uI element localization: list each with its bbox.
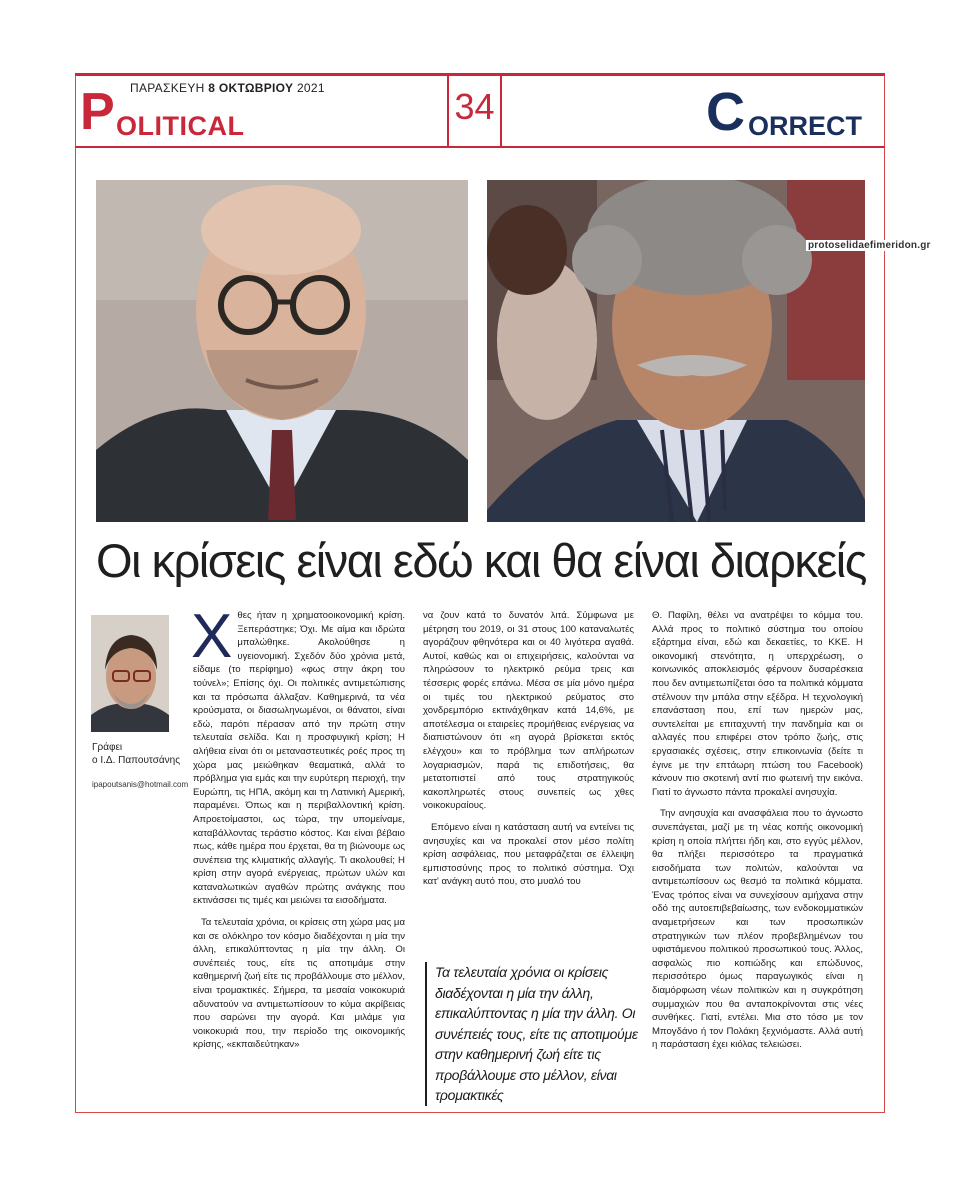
article-column-3 xyxy=(652,609,863,1060)
author-byline xyxy=(92,741,180,767)
author-label: Γράφει xyxy=(92,742,123,753)
article-headline: Οι κρίσεις είναι εδώ και θα είναι διαρκείς xyxy=(96,534,866,587)
issue-date: ΠΑΡΑΣΚΕΥΗ 8 ΟΚΤΩΒΡΙΟΥ 2021 xyxy=(130,81,325,95)
paragraph: Την ανησυχία και ανασφάλεια που το άγνωστο συνεπάγεται, μαζί με τη νέας κοπής οικονομική κρίση η οποία πλήττει ήδη και, στο εγγύς μέλλον, θα πλήξει περισσότερο τα πραγματικά εισοδήματα των πολιτών, καλούνται να αντιμετωπίσουν ως θεσμό τα πολιτικά κόμματα. Ένας τρόπος είναι να συνεχίσουν αμήχανα στην οδό της αυτοεπιβεβαίωσης, των ενδοκομματικών αναμετρήσεων και των προσωπικών στρατηγικών των πλέον προβεβλημένων του υφιστάμενου πολιτικού προσωπικού τους. Άλλος, ασφαλώς πιο κοπιώδης και επώδυνος, περισσότερο όμως παραγωγικός είναι η διαμόρφωση νέων πολιτικών και η συγκρότηση συμμαχιών που θα ανταποκρίνονται στις νέες συνθήκες. Γιατί, εντέλει. Μια στο τόσο με τον Μπογδάνο ή τον Πολάκη ξεχνιόμαστε. Αλλά αυτή η παράσταση έχει κιόλας τελειώσει. xyxy=(652,808,863,1051)
political-logo-initial: P xyxy=(80,83,115,141)
correct-logo-initial: C xyxy=(706,82,745,142)
portrait-bald-man-glasses xyxy=(96,180,468,522)
author-name: ο Ι.Δ. Παπουτσάνης xyxy=(92,755,181,766)
article-column-1 xyxy=(191,602,405,1060)
paragraph: Χθες ήταν η χρηματοοικονομική κρίση. Ξεπεράστηκε; Όχι. Με αίμα και ιδρώτα μπαλώθηκε. Ακολούθησε η υγειονομική. Σχεδόν δύο χρόνια μετά, είδαμε (το περίφημο) «φως στην άκρη του τούνελ»; Επίσης όχι. Οι πολιτικές αντιμετώπισης και τα πρόσωπα άλλαξαν. Καθημερινά, τα νέα κρούσματα, οι διασωληνωμένοι, οι θάνατοι, είναι εδώ, παρότι πέρασαν από την πρώτη στην τελευταία σελίδα. Και η προσφυγική κρίση; Η αλήθεια είναι ότι οι μεταναστευτικές ροές προς τη χώρα μας μειώθηκαν θεαματικά, αλλά το πρόβλημα για εμάς και την ευρύτερη περιοχή, την Ευρώπη, τις ΗΠΑ, ακόμη και τη Λατινική Αμερική, παραμένει. Όπως και η περιβαλλοντική κρίση. Απροετοίμαστοι, ως τώρα, την υπομείναμε, καταβάλλοντας τεράστιο κόστος. Και είναι βέβαιο πως, κάθε ημέρα που έρχεται, θα τη βιώνουμε ως συνέπεια της κλιματικής αλλαγής. Τι ακολουθεί; Η κρίση στην αγορά ενέργειας, πρώτων υλών και καταναλωτικών αγαθών πρώτης ανάγκης που εκτινάσσει τις τιμές και μειώνει τα εισοδήματα. xyxy=(191,602,405,907)
header-rule xyxy=(75,146,885,148)
drop-cap: Χ xyxy=(191,602,233,671)
paragraph: Επόμενο είναι η κατάσταση αυτή να εντείνει τις ανησυχίες και να προκαλεί στον μέσο πολίτη κρίση ασφάλειας, που μεταφράζεται σε έλλειψη εμπιστοσύνης προς το πολιτικό σύστημα. Όχι κατ' ανάγκη αυτό που, στο μυαλό του xyxy=(423,821,634,888)
correct-logo-rest: ORRECT xyxy=(748,111,862,141)
paragraph: Θ. Παφίλη, θέλει να ανατρέψει το κόμμα του. Αλλά προς το πολιτικό σύστημα του οποίου εξάρτημα είναι, εδώ και δεκαετίες, το ΚΚΕ. Η οικονομική στενότητα, η υπερχρέωση, ο κοινωνικός αποκλεισμός φέρνουν δυσαρέσκεια που δεν αντιμετωπίζεται όσο τα πολιτικά κόμματα στέλνουν την μπάλα στην εξέδρα. Η τεχνολογική επανάσταση που, επί των ημερών μας, συντελείται με επιταχυντή την πανδημία και οι αλλαγές που επιφέρει στον τρόπο ζωής, στις εργασιακές σχέσεις, στην επικοινωνία (δείτε τι έγινε με την επτάωρη πτώση του Facebook) κάνουν πιο σκοτεινή αντί πιο φωτεινή την εικόνα. Γιατί το άγνωστο πάντα προκαλεί ανησυχία. xyxy=(652,610,863,798)
page-number-box xyxy=(447,74,502,146)
politician-photo-left xyxy=(96,180,468,522)
paragraph: Τα τελευταία χρόνια, οι κρίσεις στη χώρα μας μα και σε ολόκληρο τον κόσμο διαδέχονται η μία την άλλη, επικαλύπτοντας η μία την άλλη. Οι συνέπειές τους, είτε τις αποτιμάμε στην καθημερινή ζωή είτε τις προβάλλουμε στο μέλλον, είναι τρομακτικές. Σήμερα, τα μεσαία νοικοκυριά αδυνατούν να αντιμετωπίσουν το κύμα ακρίβειας που σαρώνει την αγορά. Και μιλάμε για νοικοκυριά που, την περίοδο της οικονομικής κρίσης, «εκπαιδεύτηκαν» xyxy=(193,917,405,1051)
watermark-source: protoselidaefimeridon.gr xyxy=(808,240,931,251)
politician-photo-right xyxy=(487,180,865,522)
article-column-2 xyxy=(423,609,634,897)
correct-logo xyxy=(706,82,886,142)
author-email: ipapoutsanis@hotmail.com xyxy=(92,780,189,789)
author-portrait xyxy=(91,615,169,732)
author-photo xyxy=(91,615,169,732)
portrait-curly-hair-man xyxy=(487,180,865,522)
pull-quote: Τα τελευταία χρόνια οι κρίσεις διαδέχονται η μία την άλλη, επικαλύπτοντας η μία την άλλη. Οι συνέπειές τους, είτε τις αποτιμούμε στην καθημερινή ζωή είτε τις προβάλλουμε στο μέλλον, είναι τρομακτικές xyxy=(425,962,642,1106)
paragraph: να ζουν κατά το δυνατόν λιτά. Σύμφωνα με μέτρηση του 2019, οι 31 στους 100 καταναλωτές αγοράζουν φθηνότερα και οι 40 λιγότερα αγαθά. Αυτοί, καθώς και οι επιχειρήσεις, καλούνται να πληρώσουν το ηλεκτρικό ρεύμα τρεις και τέσσερις φορές επάνω. Μέσα σε μία μόνο ημέρα οι τιμές του ηλεκτρικού ρεύματος στο χονδρεμπόριο εκτινάχθηκαν κατά 14,6%, με αποτέλεσμα οι εταιρείες προμήθειας ενέργειας να διαπιστώνουν ότι «η αγορά βρίσκεται εκτός ελέγχου» και το πρόβλημα των απλήρωτων λογαριασμών, παρά τις επιδοτήσεις, θα μετατοπιστεί από τους στρατηγικούς κακοπληρωτές στους συνεπείς ως χθες νοικοκυραίους. xyxy=(423,610,634,812)
page-number: 34 xyxy=(454,86,495,127)
political-logo-rest: OLITICAL xyxy=(116,111,245,141)
